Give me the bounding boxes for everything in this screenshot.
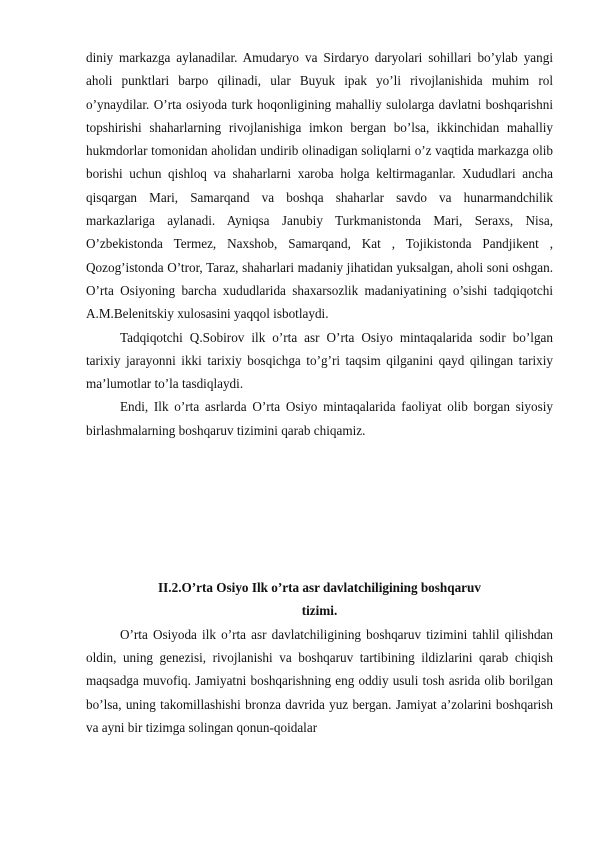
section-heading <box>86 576 553 623</box>
paragraph-2: Tadqiqotchi Q.Sobirov ilk o’rta asr O’rta Osiyo mintaqalarida sodir bo’lgan tarixiy jarayonni ikki tarixiy bosqichga to’g’ri taqsim qilganini qayd qilingan tarixiy ma’lumotlar to’la tasdiqlaydi. <box>86 329 553 392</box>
section-heading-line-2: tizimi. <box>301 603 338 619</box>
section-heading-line-1: II.2.O’rta Osiyo Ilk o’rta asr davlatchiligining boshqaruv <box>158 580 481 596</box>
document-page <box>86 46 553 739</box>
paragraph-3: Endi, Ilk o’rta asrlarda O’rta Osiyo mintaqalarida faoliyat olib borgan siyosiy birlashmalarning boshqaruv tizimini qarab chiqamiz. <box>86 399 553 438</box>
blank-space <box>86 442 553 576</box>
paragraph-4: O’rta Osiyoda ilk o’rta asr davlatchiligining boshqaruv tizimini tahlil qilishdan oldin, uning genezisi, rivojlanishi va boshqaruv tartibining ildizlarini qarab chiqish maqsadga muvofiq. Jamiyatni boshqarishning eng oddiy usuli tosh asrida olib borilgan bo’lsa, uning takomillashishi bronza davrida yuz bergan. Jamiyat a’zolarini boshqarish va ayni bir tizimga solingan qonun-qoidalar <box>86 626 553 735</box>
paragraph-1: diniy markazga aylanadilar. Amudaryo va Sirdaryo daryolari sohillari bo’ylab yangi aholi punktlari barpo qilinadi, ular Buyuk ipak yo’li rivojlanishida muhim rol o’ynaydilar. O’rta osiyoda turk hoqonligining mahalliy sulolarga davlatni boshqarishni topshirishi shaharlarning rivojlanishiga imkon bergan bo’lsa, ikkinchidan mahalliy hukmdorlar tomonidan aholidan undirib olinadigan soliqlarni o’z vaqtida markazga olib borishi uchun qishloq va shaharlarni xaroba holga keltirmaganlar. Xududlari ancha qisqargan Mari, Samarqand va boshqa shaharlar savdo va hunarmandchilik markazlariga aylanadi. Ayniqsa Janubiy Turkmanistonda Mari, Seraxs, Nisa, O’zbekistonda Termez, Naxshob, Samarqand, Kat , Tojikistonda Pandjikent , Qozog’istonda O’tror, Taraz, shaharlari madaniy jihatidan yuksalgan, aholi soni oshgan. O’rta Osiyoning barcha xududlarida shaxarsozlik madaniyatining o’sishi tadqiqotchi A.M.Belenitskiy xulosasini yaqqol isbotlaydi. <box>86 50 553 322</box>
